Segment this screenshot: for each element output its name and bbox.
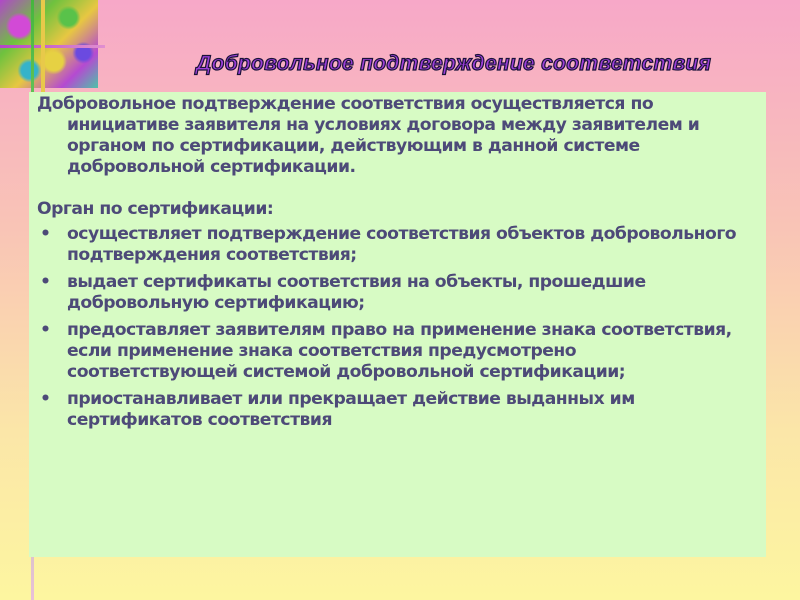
decorative-horizontal-line	[0, 45, 105, 48]
bullet-list	[37, 224, 737, 431]
list-item	[37, 224, 737, 266]
list-item-text: выдает сертификаты соответствия на объекты, прошедшие добровольную сертификацию;	[67, 272, 646, 313]
slide-title: Добровольное подтверждение соответствия	[196, 52, 712, 75]
decorative-texture-block	[0, 0, 98, 88]
list-item	[37, 272, 737, 314]
bullet-icon: •	[40, 320, 51, 340]
organ-heading: Орган по сертификации:	[37, 199, 274, 219]
bullet-icon: •	[40, 389, 51, 409]
slide-body	[37, 94, 737, 437]
list-item	[37, 389, 737, 431]
bullet-icon: •	[40, 272, 51, 292]
list-item	[37, 320, 737, 383]
intro-paragraph: Добровольное подтверждение соответствия осуществляется по инициативе заявителя на условиях договора между заявителем и органом по сертификации, действующим в данной системе добровольной сертификации.	[37, 94, 700, 177]
list-item-text: приостанавливает или прекращает действие выданных им сертификатов соответствия	[67, 389, 635, 430]
bullet-icon: •	[40, 224, 51, 244]
decorative-vertical-accent	[41, 0, 45, 92]
list-item-text: осуществляет подтверждение соответствия объектов добровольного подтверждения соответствия;	[67, 224, 737, 265]
list-item-text: предоставляет заявителям право на применение знака соответствия, если применение знака соответствия предусмотрено соответствующей системой добровольной сертификации;	[67, 320, 732, 382]
